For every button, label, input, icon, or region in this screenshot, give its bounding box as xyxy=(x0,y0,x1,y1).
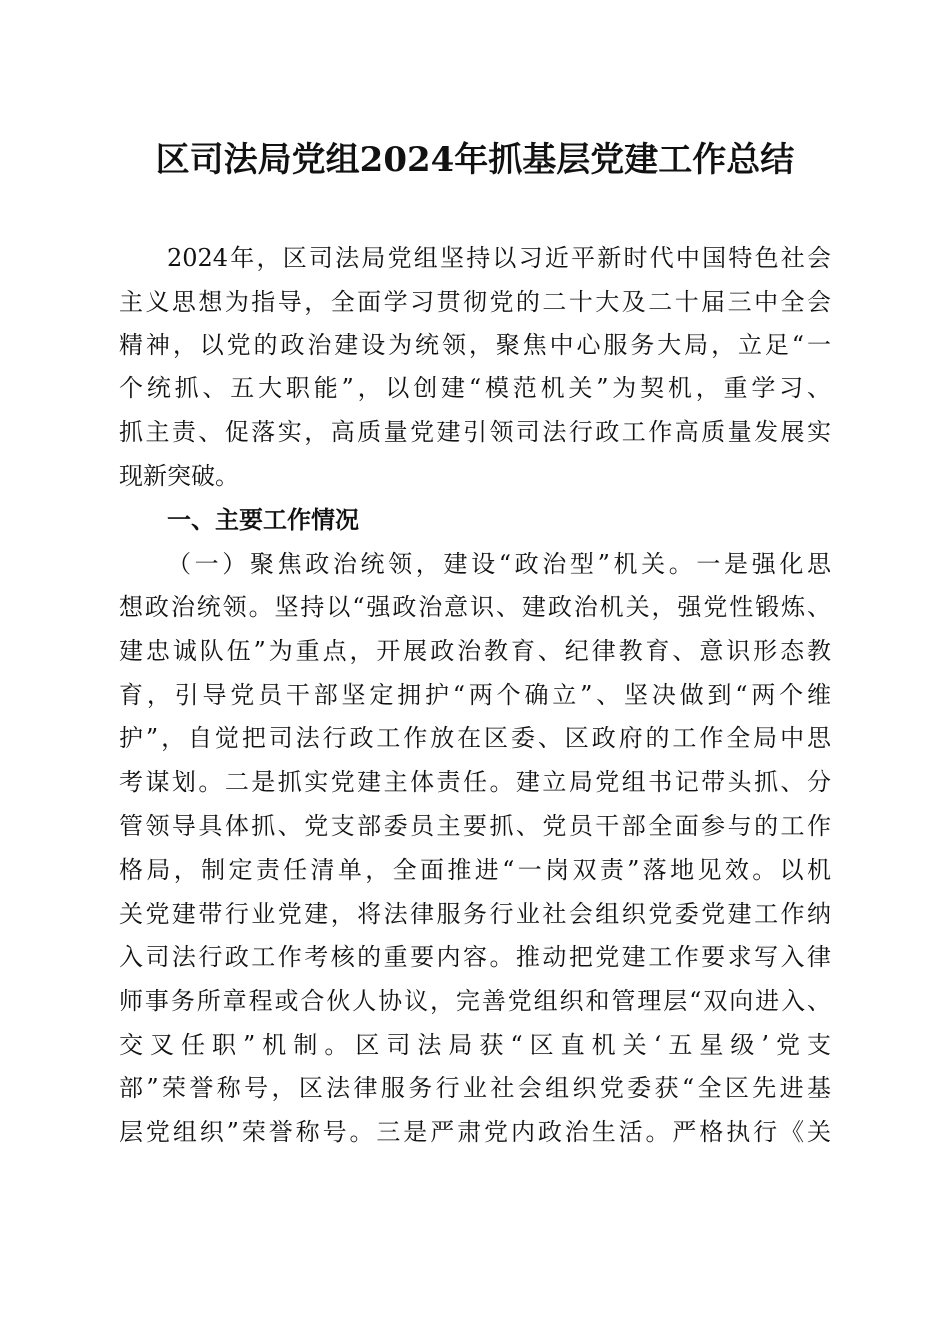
body-line: 层党组织”荣誉称号。三是严肃党内政治生活。严格执行《关 xyxy=(119,1118,831,1146)
body-line: （一）聚焦政治统领，建设“政治型”机关。一是强化思 xyxy=(167,550,831,578)
intro-line: 精神，以党的政治建设为统领，聚焦中心服务大局，立足“一 xyxy=(119,331,831,359)
body-line: 育，引导党员干部坚定拥护“两个确立”、坚决做到“两个维 xyxy=(119,681,831,709)
intro-line: 2024年，区司法局党组坚持以习近平新时代中国特色社会 xyxy=(167,244,831,272)
section-heading: 一、主要工作情况 xyxy=(167,506,359,534)
intro-line: 个统抓、五大职能”，以创建“模范机关”为契机，重学习、 xyxy=(119,374,831,402)
document-title: 区司法局党组2024年抓基层党建工作总结 xyxy=(155,140,795,180)
body-line: 格局，制定责任清单，全面推进“一岗双责”落地见效。以机 xyxy=(119,856,831,884)
body-line: 关党建带行业党建，将法律服务行业社会组织党委党建工作纳 xyxy=(119,900,831,928)
body-line: 入司法行政工作考核的重要内容。推动把党建工作要求写入律 xyxy=(119,943,831,971)
body-line: 考谋划。二是抓实党建主体责任。建立局党组书记带头抓、分 xyxy=(119,768,831,796)
body-line: 管领导具体抓、党支部委员主要抓、党员干部全面参与的工作 xyxy=(119,812,831,840)
intro-line: 抓主责、促落实，高质量党建引领司法行政工作高质量发展实 xyxy=(119,418,831,446)
body-line: 护”，自觉把司法行政工作放在区委、区政府的工作全局中思 xyxy=(119,724,831,752)
body-line: 建忠诚队伍”为重点，开展政治教育、纪律教育、意识形态教 xyxy=(119,637,831,665)
intro-line: 现新突破。 xyxy=(119,462,239,490)
body-line: 部”荣誉称号，区法律服务行业社会组织党委获“全区先进基 xyxy=(119,1074,831,1102)
body-line: 想政治统领。坚持以“强政治意识、建政治机关，强党性锻炼、 xyxy=(119,593,831,621)
intro-line: 主义思想为指导，全面学习贯彻党的二十大及二十届三中全会 xyxy=(119,288,831,316)
body-line: 交叉任职”机制。区司法局获“区直机关‘五星级’党支 xyxy=(119,1031,831,1059)
body-line: 师事务所章程或合伙人协议，完善党组织和管理层“双向进入、 xyxy=(119,987,831,1015)
